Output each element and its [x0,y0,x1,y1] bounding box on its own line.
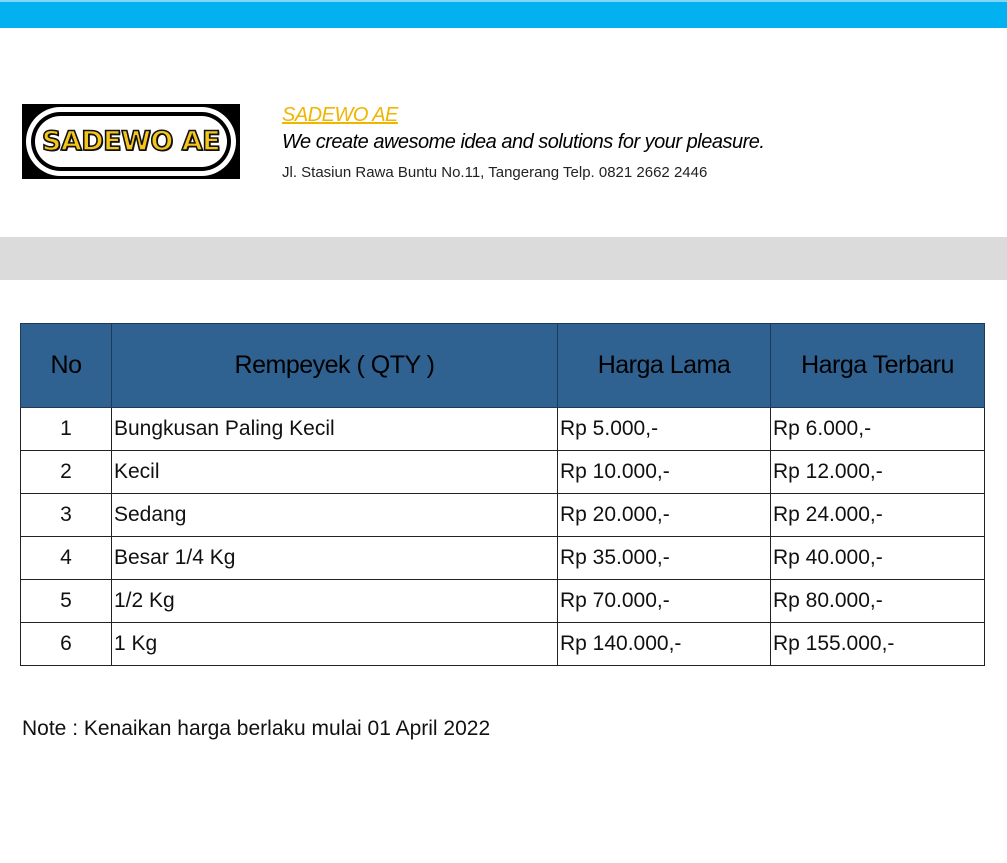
price-table [20,323,985,666]
row-old-price: Rp 20.000,- [558,494,771,537]
header-item: Rempeyek ( QTY ) [112,324,558,408]
logo-pill-core [35,116,227,167]
row-no: 2 [21,451,112,494]
row-no: 4 [21,537,112,580]
table-row [21,494,985,537]
row-new-price: Rp 155.000,- [771,623,985,666]
row-no: 6 [21,623,112,666]
row-item: Besar 1/4 Kg [112,537,558,580]
table-header-row [21,324,985,408]
brand-name: SADEWO AE [282,104,398,126]
brand-tagline: We create awesome idea and solutions for your pleasure. [282,131,765,153]
table-row [21,580,985,623]
row-old-price: Rp 35.000,- [558,537,771,580]
header-old-price: Harga Lama [558,324,771,408]
row-new-price: Rp 6.000,- [771,408,985,451]
row-no: 3 [21,494,112,537]
row-item: 1/2 Kg [112,580,558,623]
row-item: Sedang [112,494,558,537]
top-accent-bar [0,0,1007,28]
brand-address: Jl. Stasiun Rawa Buntu No.11, Tangerang Telp. 0821 2662 2446 [282,164,708,181]
logo-text: SADEWO AE [41,126,221,157]
price-note: Note : Kenaikan harga berlaku mulai 01 April 2022 [22,717,491,740]
row-old-price: Rp 70.000,- [558,580,771,623]
row-item: Bungkusan Paling Kecil [112,408,558,451]
table-row [21,408,985,451]
table-row [21,537,985,580]
row-no: 5 [21,580,112,623]
row-item: Kecil [112,451,558,494]
row-old-price: Rp 5.000,- [558,408,771,451]
logo-pill-outer [26,107,236,176]
row-new-price: Rp 80.000,- [771,580,985,623]
logo-pill-ring [31,112,231,171]
section-divider-band [0,237,1007,280]
row-item: 1 Kg [112,623,558,666]
row-new-price: Rp 12.000,- [771,451,985,494]
table-row [21,623,985,666]
header-new-price: Harga Terbaru [771,324,985,408]
row-no: 1 [21,408,112,451]
row-old-price: Rp 140.000,- [558,623,771,666]
table-row [21,451,985,494]
row-new-price: Rp 40.000,- [771,537,985,580]
row-old-price: Rp 10.000,- [558,451,771,494]
header-no: No [21,324,112,408]
sadewo-logo [22,104,240,179]
row-new-price: Rp 24.000,- [771,494,985,537]
